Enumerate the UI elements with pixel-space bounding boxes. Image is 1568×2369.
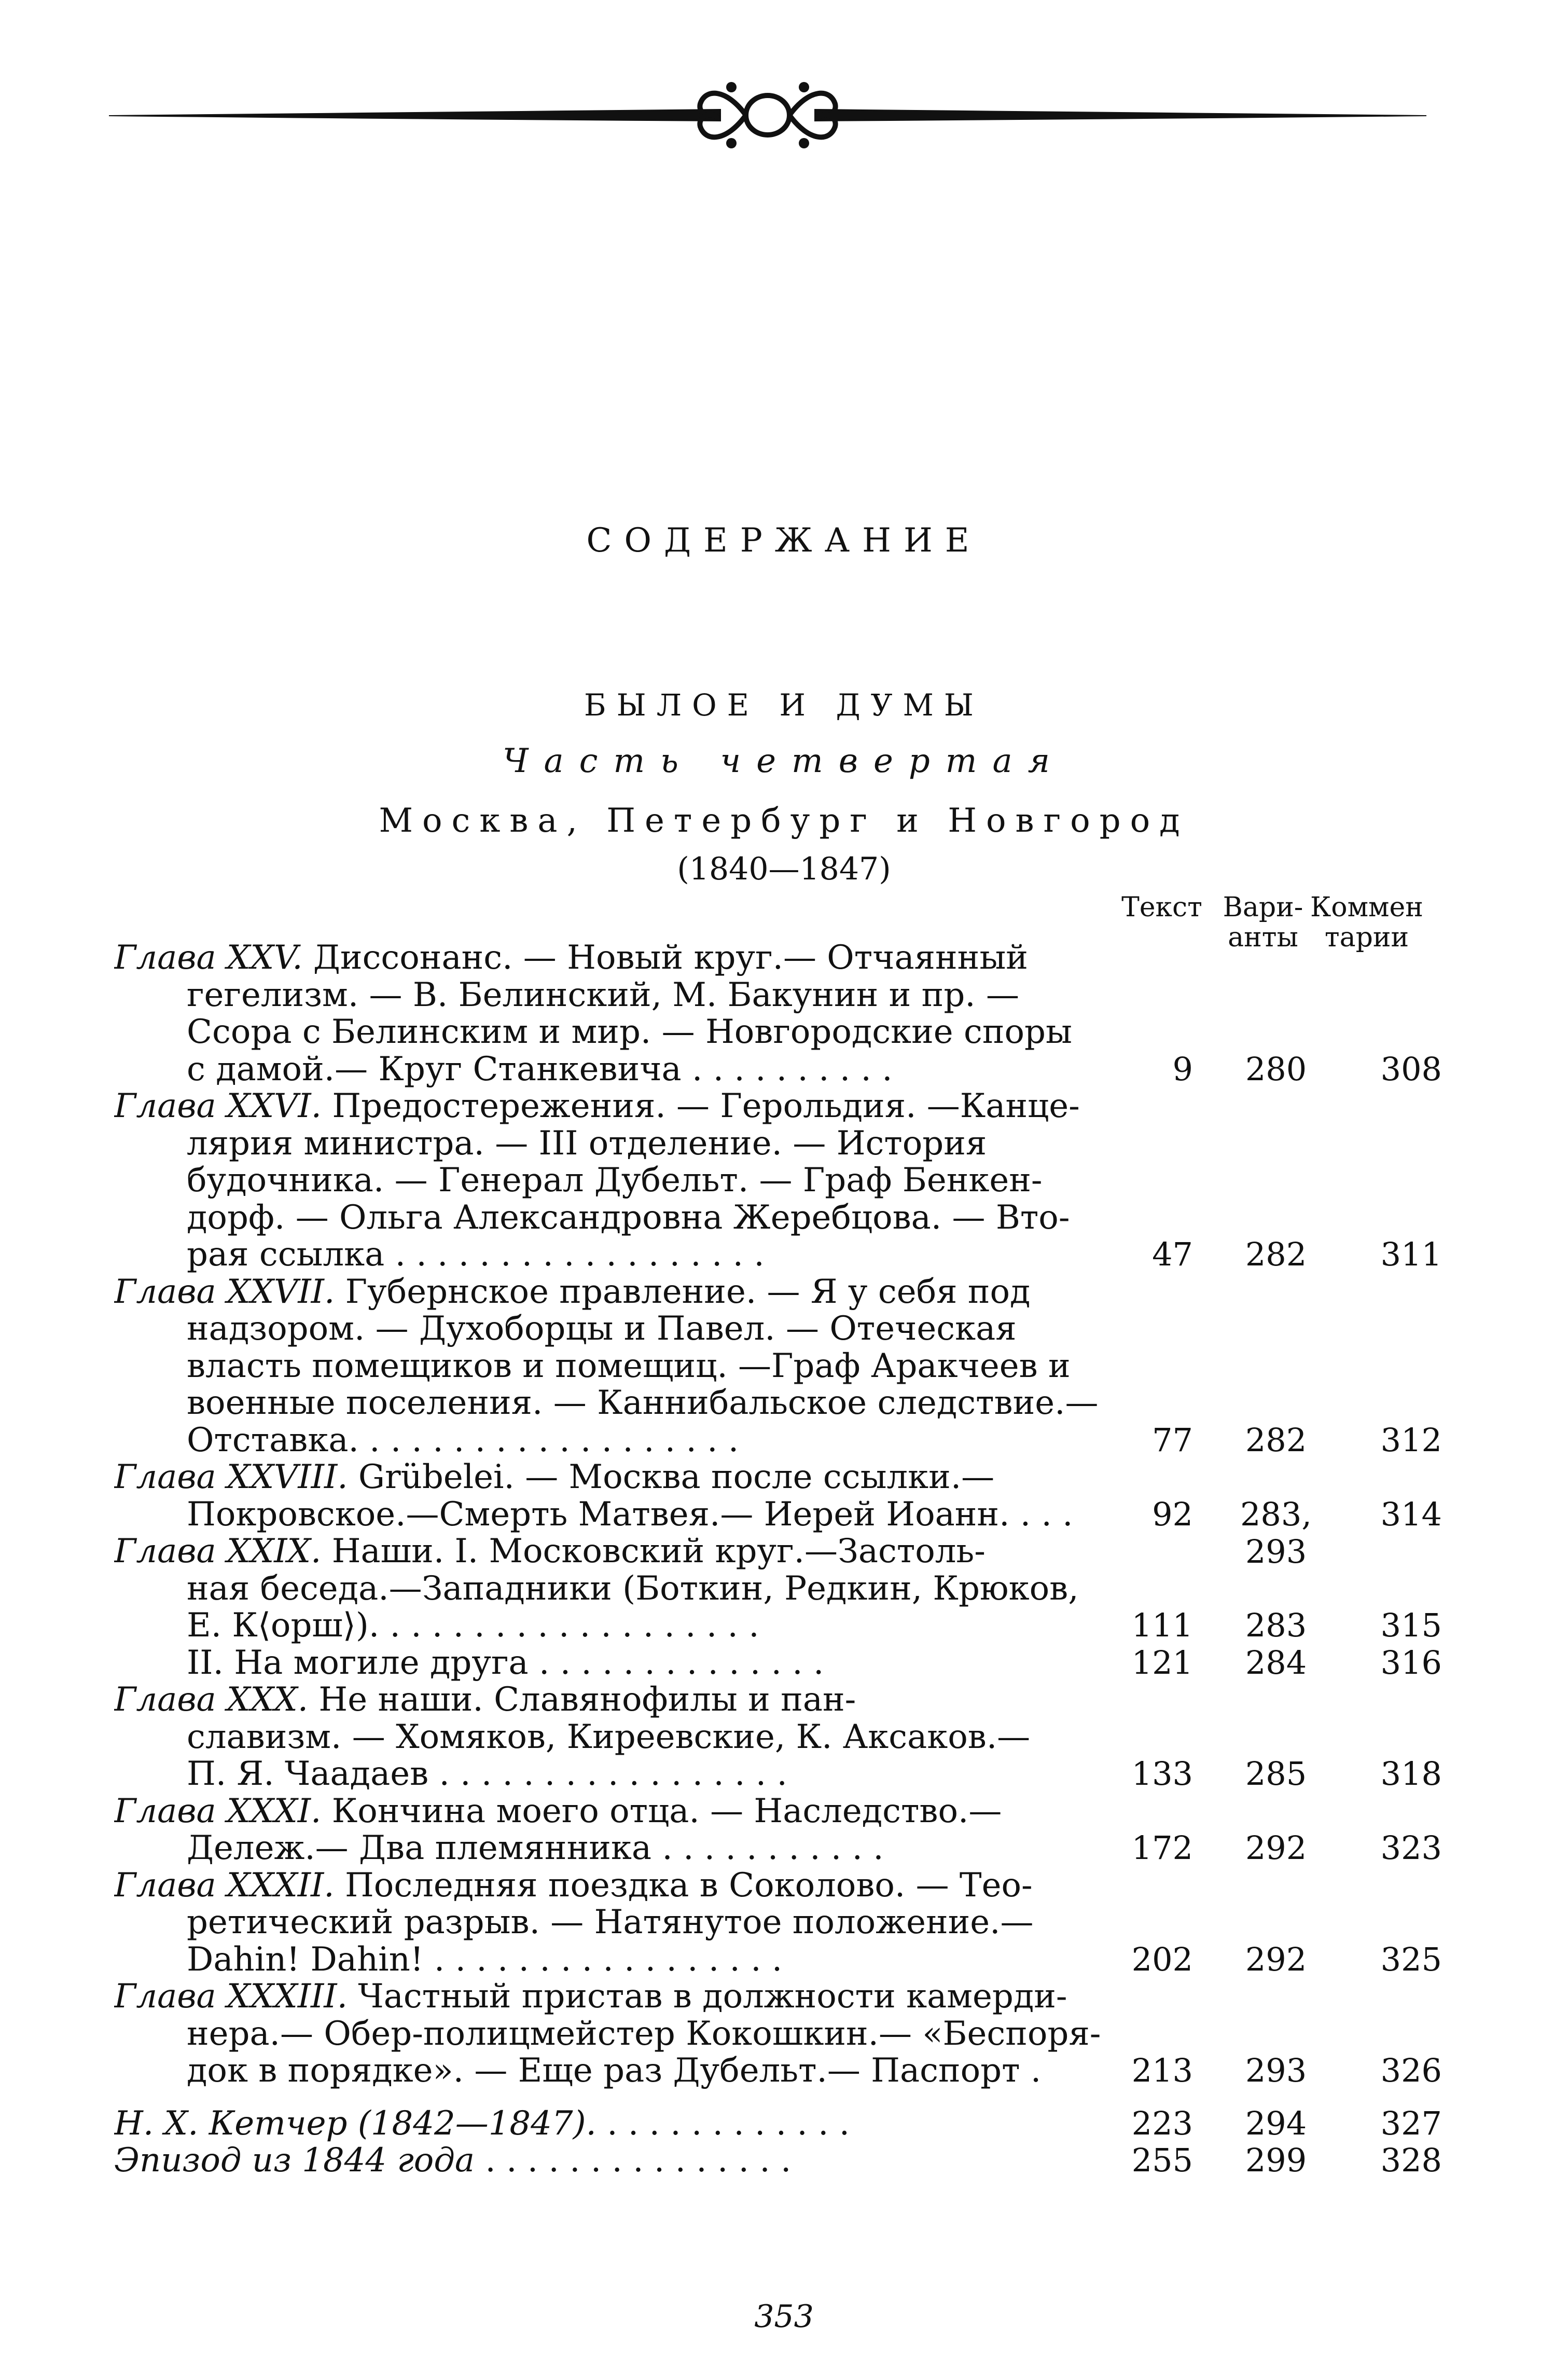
toc-entry-line [114, 939, 1131, 976]
toc-page-text: 111 [1131, 1606, 1193, 1644]
toc-page-text: 47 [1152, 1235, 1193, 1273]
chapter-label: Глава XXVI. [114, 1087, 322, 1125]
column-header-comments-line1: Коммен [1310, 892, 1423, 923]
chapter-summary: Наши. I. Московский круг.—Застоль- [321, 1533, 986, 1570]
toc-entry-line [114, 1793, 1131, 1830]
toc-entry-line: Ссора с Белинским и мир. — Новгородские споры [187, 1013, 1072, 1051]
toc-page-comments: 314 [1380, 1495, 1442, 1533]
toc-entry-line: с дамой.— Круг Станкевича . . . . . . . . . . [187, 1050, 893, 1088]
toc-entry-line: II. На могиле друга . . . . . . . . . . . . . . [187, 1644, 824, 1682]
chapter-label: Глава XXXIII. [114, 1978, 348, 2015]
toc-entry-line [114, 2142, 1131, 2179]
toc-entry-line: ретический разрыв. — Натянутое положение.— [187, 1904, 1034, 1941]
toc-entry-line: лярия министра. — III отделение. — История [187, 1124, 987, 1162]
toc-page-comments: 308 [1380, 1050, 1442, 1088]
toc-page-comments: 327 [1380, 2104, 1442, 2142]
toc-page-variants: 283 [1245, 1606, 1307, 1644]
chapter-label: Глава XXV. [114, 939, 303, 976]
toc-entry-line [114, 1681, 1131, 1718]
chapter-summary: Кончина моего отца. — Наследство.— [321, 1792, 1002, 1830]
toc-page-variants: 282 [1245, 1421, 1307, 1459]
chapter-label: Глава XXXII. [114, 1866, 335, 1904]
toc-entry-line: военные поселения. — Каннибальское следствие.— [187, 1384, 1099, 1422]
toc-entry-line [114, 1458, 1131, 1496]
column-header-comments-line2: тарии [1324, 922, 1409, 953]
toc-page-text: 133 [1131, 1755, 1193, 1793]
toc-page-comments: 328 [1380, 2141, 1442, 2179]
chapter-summary: Губернское правление. — Я у себя под [335, 1273, 1031, 1311]
toc-entry-line [114, 1867, 1131, 1904]
toc-entry-line: власть помещиков и помещиц. —Граф Аракчеев и [187, 1347, 1071, 1385]
toc-page-text: 121 [1131, 1643, 1193, 1682]
toc-page-comments: 326 [1380, 2051, 1442, 2089]
toc-entry-line: Отставка. . . . . . . . . . . . . . . . . . . [187, 1421, 739, 1459]
book-title: БЫЛОЕ И ДУМЫ [584, 687, 984, 723]
dot-leader: . . . . . . . . . . . . [596, 2104, 850, 2142]
toc-page-variants: 292 [1245, 1829, 1307, 1867]
toc-entry-line [114, 1978, 1131, 2015]
toc-page-text: 9 [1172, 1050, 1193, 1088]
toc-page-comments: 315 [1380, 1606, 1442, 1644]
toc-page-variants: 292 [1245, 1940, 1307, 1978]
part-years: (1840—1847) [677, 851, 891, 887]
toc-page-variants: 284 [1245, 1643, 1307, 1682]
dot-leader: . . . . . . . . . . . . . . . [475, 2142, 792, 2179]
chapter-summary: Не наши. Славянофилы и пан- [308, 1681, 856, 1718]
part-title: Часть четвертая [502, 742, 1066, 780]
chapter-summary: Диссонанс. — Новый круг.— Отчаянный [302, 939, 1028, 976]
toc-entry-line: Dahin! Dahin! . . . . . . . . . . . . . . . . . [187, 1940, 783, 1978]
toc-entry-line [114, 1087, 1131, 1125]
toc-page-variants: 280 [1245, 1050, 1307, 1088]
toc-page-text: 172 [1131, 1829, 1193, 1867]
toc-entry-line [114, 1533, 1131, 1570]
chapter-summary: Grübelei. — Москва после ссылки.— [348, 1458, 995, 1496]
page-title: СОДЕРЖАНИЕ [586, 521, 982, 560]
chapter-summary: Предостережения. — Герольдия. —Канце- [322, 1087, 1080, 1125]
toc-entry-line: славизм. — Хомяков, Киреевские, К. Аксаков.— [187, 1718, 1031, 1756]
chapter-label: Глава XXVII. [114, 1273, 335, 1311]
toc-entry-line [114, 2105, 1131, 2142]
toc-page-comments: 311 [1380, 1235, 1442, 1273]
toc-entry-line: будочника. — Генерал Дубельт. — Граф Бенкен- [187, 1162, 1043, 1199]
chapter-label: Глава XXIX. [114, 1533, 322, 1570]
toc-page-text: 77 [1152, 1421, 1193, 1459]
toc-page-text: 92 [1152, 1495, 1193, 1533]
toc-page-comments: 316 [1380, 1643, 1442, 1682]
column-header-variants-line1: Вари- [1223, 892, 1303, 923]
toc-page-text: 202 [1131, 1940, 1193, 1978]
toc-page-comments: 325 [1380, 1940, 1442, 1978]
part-subtitle: Москва, Петербург и Новгород [379, 802, 1189, 840]
toc-page-text: 213 [1131, 2051, 1193, 2089]
toc-entry-line: Е. К⟨орш⟩). . . . . . . . . . . . . . . . . . . [187, 1607, 759, 1644]
chapter-summary: Частный пристав в должности камерди- [347, 1978, 1067, 2015]
toc-page-variants: 299 [1245, 2141, 1307, 2179]
toc-entry-line: рая ссылка . . . . . . . . . . . . . . . . . . [187, 1236, 765, 1273]
chapter-summary: Последняя поездка в Соколово. — Тео- [334, 1866, 1033, 1904]
toc-page-text: 255 [1131, 2141, 1193, 2179]
toc-page-comments: 323 [1380, 1829, 1442, 1867]
page-number: 353 [754, 2298, 814, 2335]
column-header-variants-line2: анты [1228, 922, 1298, 953]
chapter-label: Глава XXXI. [114, 1792, 322, 1830]
toc-entry-line: дорф. — Ольга Александровна Жеребцова. — Вто- [187, 1199, 1070, 1236]
toc-entry-line: надзором. — Духоборцы и Павел. — Отеческая [187, 1310, 1017, 1347]
toc-entry-line: Покровское.—Смерть Матвея.— Иерей Иоанн. . . . [187, 1495, 1073, 1533]
toc-page-variants: 293 [1245, 2051, 1307, 2089]
toc-entry-line: нера.— Обер-полицмейстер Кокошкин.— «Беспоря- [187, 2015, 1101, 2053]
toc-entry-line: док в порядке». — Еще раз Дубельт.— Паспорт . [187, 2052, 1042, 2089]
toc-page-variants: 283, 293 [1240, 1495, 1312, 1571]
column-header-text-label: Текст [1121, 892, 1202, 923]
toc-entry-line: ная беседа.—Западники (Боткин, Редкин, Крюков, [187, 1569, 1079, 1607]
toc-entry-line: П. Я. Чаадаев . . . . . . . . . . . . . . . . . [187, 1755, 787, 1793]
toc-entry-line: Дележ.— Два племянника . . . . . . . . . . . [187, 1829, 884, 1867]
toc-page-variants: 282 [1245, 1235, 1307, 1273]
toc-entry-line: гегелизм. — В. Белинский, М. Бакунин и пр. — [187, 976, 1019, 1014]
toc-entry-line [114, 1273, 1131, 1311]
section-title: Эпизод из 1844 года [114, 2142, 475, 2179]
chapter-label: Глава XXVIII. [114, 1458, 348, 1496]
toc-page-variants: 294 [1245, 2104, 1307, 2142]
toc-page-text: 223 [1131, 2104, 1193, 2142]
chapter-label: Глава XXX. [114, 1681, 309, 1718]
toc-page-comments: 312 [1380, 1421, 1442, 1459]
toc-page-variants: 285 [1245, 1755, 1307, 1793]
toc-page-comments: 318 [1380, 1755, 1442, 1793]
section-title: Н. X. Кетчер (1842—1847). [114, 2104, 596, 2142]
